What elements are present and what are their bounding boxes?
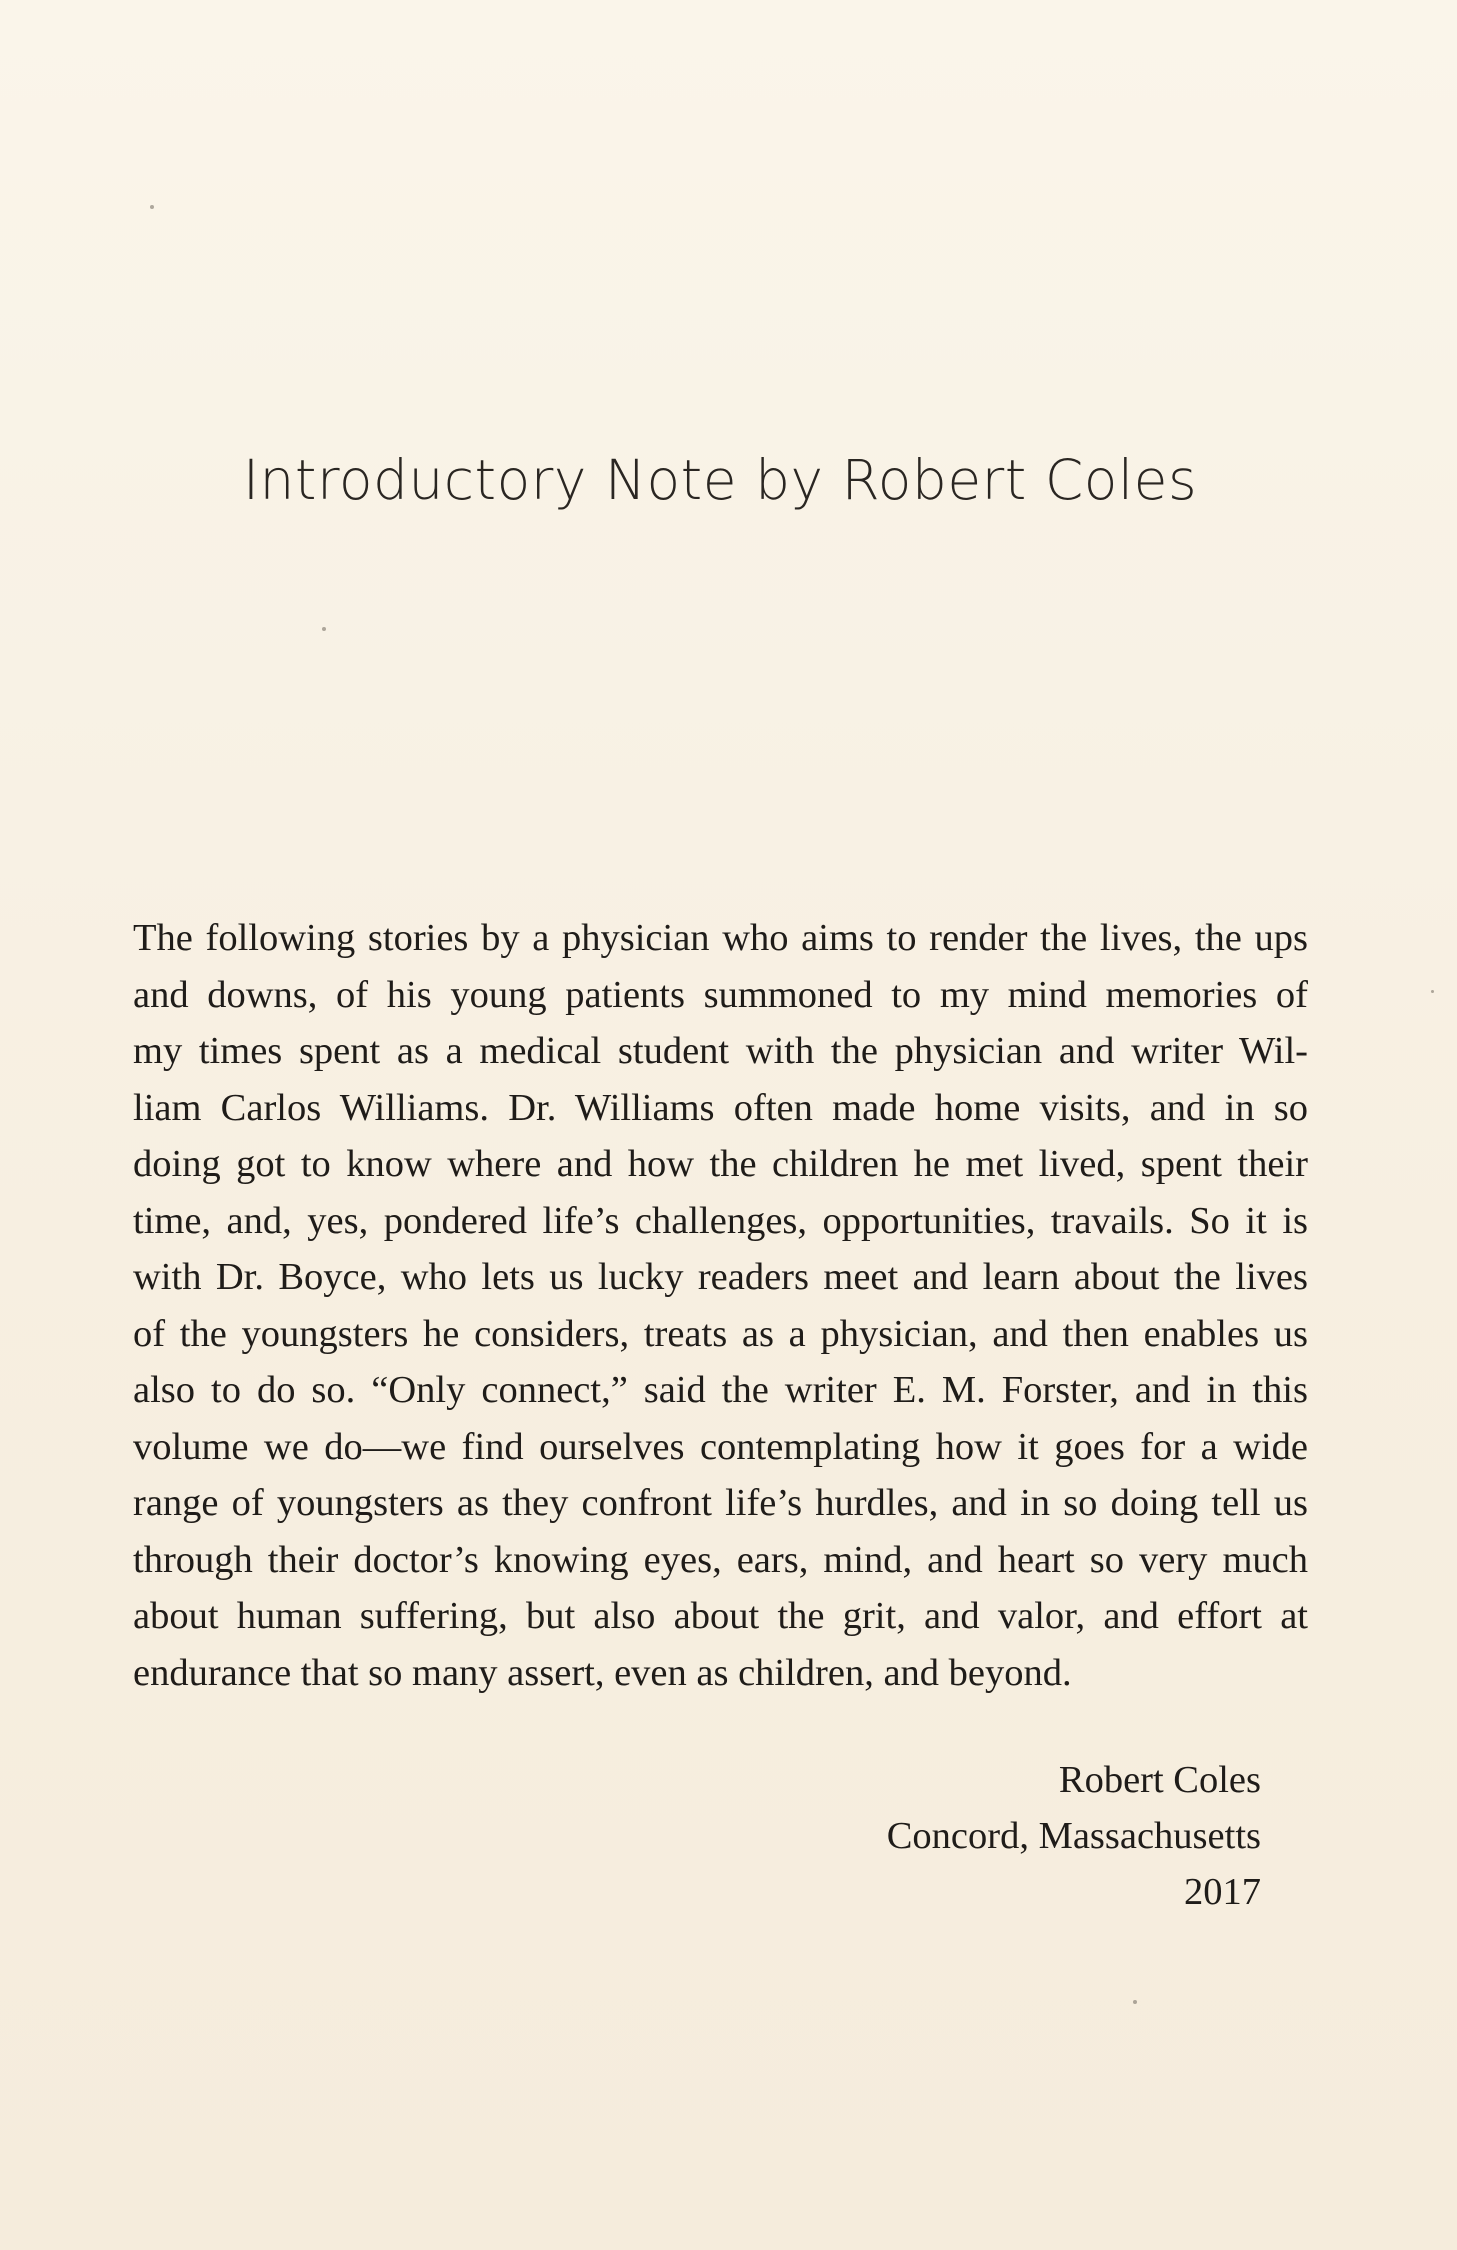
paragraph-line: liam Carlos Williams. Dr. Williams often made home visits, and in so [133, 1086, 1308, 1129]
paper-speck [1133, 2000, 1137, 2004]
paragraph-line: of the youngsters he considers, treats as a physician, and then enables us [133, 1312, 1308, 1355]
signature-name: Robert Coles [1058, 1759, 1261, 1801]
intro-paragraph [133, 910, 1308, 1701]
paper-speck [150, 205, 154, 209]
paper-speck [322, 627, 326, 631]
paragraph-line: through their doctor’s knowing eyes, ears, mind, and heart so very much [133, 1538, 1308, 1581]
paragraph-line: and downs, of his young patients summoned to my mind memories of [133, 973, 1308, 1016]
paragraph-line: also to do so. “Only connect,” said the writer E. M. Forster, and in this [133, 1369, 1308, 1411]
paragraph-line: endurance that so many assert, even as children, and beyond. [133, 1651, 1072, 1694]
paragraph-line: about human suffering, but also about the grit, and valor, and effort at [133, 1595, 1308, 1637]
signature-block [887, 1752, 1261, 1920]
paragraph-line: range of youngsters as they confront life’s hurdles, and in so doing tell us [133, 1482, 1308, 1524]
paragraph-line: volume we do—we find ourselves contemplating how it goes for a wide [133, 1425, 1308, 1468]
paragraph-line: doing got to know where and how the children he met lived, spent their [133, 1143, 1308, 1185]
paragraph-line: time, and, yes, pondered life’s challenges, opportunities, travails. So it is [133, 1199, 1308, 1242]
page-title: Introductory Note by Robert Coles [242, 448, 1198, 512]
paper-speck [1431, 990, 1434, 993]
paragraph-line: with Dr. Boyce, who lets us lucky readers meet and learn about the lives [133, 1256, 1308, 1298]
paragraph-line: my times spent as a medical student with the physician and writer Wil- [133, 1030, 1308, 1072]
paragraph-line: The following stories by a physician who aims to render the lives, the ups [133, 917, 1308, 959]
signature-year: 2017 [1184, 1871, 1261, 1913]
signature-place: Concord, Massachusetts [886, 1815, 1261, 1857]
